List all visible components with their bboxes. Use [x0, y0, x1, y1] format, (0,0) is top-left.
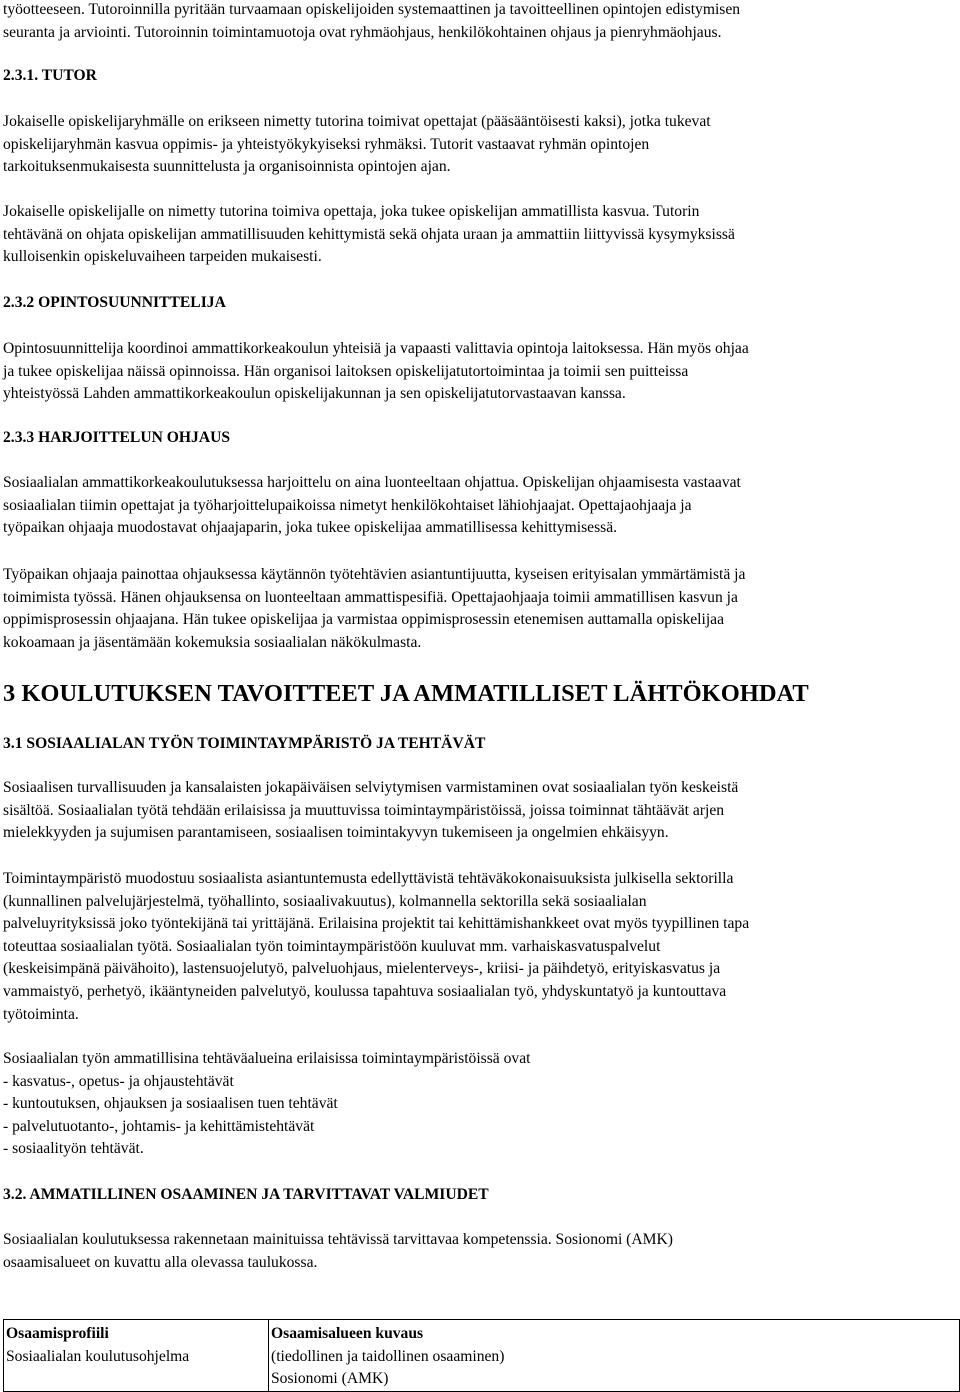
- text-line: Jokaiselle opiskelijaryhmälle on erikseen nimetty tutorina toimivat opettajat (pääsääntöisesti kaksi), jotka tukevat: [3, 113, 711, 130]
- table-header: Osaamisalueen kuvaus: [271, 1325, 424, 1342]
- tutor-paragraph-1: [3, 111, 953, 179]
- text-line: tehtävänä on ohjata opiskelijan ammatillisuuden kehittymistä sekä ohjata uraan ja ammattiin liittyvissä kysymyksissä: [3, 225, 735, 243]
- toimintaymparisto-paragraph-1: [3, 777, 953, 845]
- text-line: (keskeisimpänä päivähoito), lastensuojelutyö, palveluohjaus, mielenterveys-, kriisi- ja päihdetyö, erityiskasvatus ja: [3, 960, 721, 978]
- text-line: tarkoituksenmukaisesta suunnittelusta ja organisoinnista opintojen ajan.: [3, 158, 451, 176]
- section-heading-2-3-2: 2.3.2 OPINTOSUUNNITTELIJA: [3, 294, 226, 311]
- toimintaymparisto-paragraph-2: [3, 868, 953, 1026]
- text-line: työpaikan ohjaaja muodostavat ohjaajaparin, joka tukee opiskelijaa ammatillisessa kehittymisessä.: [3, 519, 618, 537]
- tehtavaalueet-paragraph: [3, 1048, 953, 1161]
- text-line: Opintosuunnittelija koordinoi ammattikorkeakoulun yhteisiä ja vapaasti valittavia opintoja laitoksessa. Hän myös ohjaa: [3, 340, 749, 357]
- text-line: ja tukee opiskelijaa näissä opinnoissa. Hän organisoi laitoksen opiskelijatutortoimintaa ja toimii sen puitteissa: [3, 362, 689, 380]
- text-line: seuranta ja arviointi. Tutoroinnin toimintamuotoja ovat ryhmäohjaus, henkilökohtainen ohjaus ja pienryhmäohjaus.: [3, 23, 722, 41]
- text-line: toteuttaa sosiaalialan työtä. Sosiaalialan työn toimintaympäristöön kuuluvat mm. varhaiskasvatuspalvelut: [3, 937, 661, 955]
- text-line: vammaistyö, perhetyö, ikääntyneiden palvelutyö, koulussa tapahtuva sosiaalialan työ, yhdyskuntatyö ja kuntouttava: [3, 982, 727, 1000]
- text-line: kulloisenkin opiskeluvaiheen tarpeiden mukaisesti.: [3, 248, 322, 266]
- text-line: Toimintaympäristö muodostuu sosiaalista asiantuntemusta edellyttävistä tehtäväkokonaisuuksista julkisella sektorilla: [3, 870, 734, 887]
- text-line: Sosiaalialan koulutuksessa rakennetaan mainituissa tehtävissä tarvittavaa kompetenssia. Sosionomi (AMK): [3, 1231, 673, 1248]
- text-line: sosiaalialan tiimin opettajat ja työharjoittelupaikoissa nimetyt henkilökohtaiset lähiohjaajat. Opettajaohjaaja ja: [3, 496, 692, 514]
- table-cell-text: (tiedollinen ja taidollinen osaaminen): [271, 1347, 505, 1365]
- section-heading-2-3-3: 2.3.3 HARJOITTELUN OHJAUS: [3, 429, 231, 446]
- text-line: opiskelijaryhmän kasvua oppimis- ja yhteistyökykyiseksi ryhmäksi. Tutorit vastaavat ryhmän opintojen: [3, 135, 650, 153]
- text-line: kokoamaan ja jäsentämään kokemuksia sosiaalialan näkökulmasta.: [3, 633, 422, 651]
- harjoittelu-paragraph-2: [3, 564, 953, 654]
- list-item: - sosiaalityön tehtävät.: [3, 1140, 144, 1158]
- text-line: osaamisalueet on kuvattu alla olevassa taulukossa.: [3, 1253, 318, 1271]
- text-line: Sosiaalisen turvallisuuden ja kansalaisten jokapäiväisen selviytymisen varmistaminen ovat sosiaalialan työn keskeistä: [3, 779, 739, 796]
- text-line: toimimista työssä. Hänen ohjauksensa on luonteeltaan ammattispesifiä. Opettajaohjaaja toimii ammatillisen kasvun ja: [3, 588, 738, 606]
- text-line: palveluyrityksissä joko työntekijänä tai yrittäjänä. Erilaisina projektit tai kehittämishankkeet ovat myös tyypillinen tapa: [3, 915, 750, 933]
- section-heading-2-3-1: 2.3.1. TUTOR: [3, 67, 97, 84]
- table-header: Osaamisprofiili: [6, 1325, 109, 1342]
- section-heading-3-2: 3.2. AMMATILLINEN OSAAMINEN JA TARVITTAVAT VALMIUDET: [3, 1186, 489, 1203]
- text-line: sisältöä. Sosiaalialan työtä tehdään erilaisissa ja muuttuvissa toimintaympäristöissä, joissa toiminnat tähtäävät arjen: [3, 801, 725, 819]
- text-line: työotteeseen. Tutoroinnilla pyritään turvaamaan opiskelijoiden systemaattinen ja tavoitteellinen opintojen edistymisen: [3, 1, 741, 18]
- section-heading-3-1: 3.1 SOSIAALIALAN TYÖN TOIMINTAYMPÄRISTÖ JA TEHTÄVÄT: [3, 735, 486, 752]
- list-item: - kasvatus-, opetus- ja ohjaustehtävät: [3, 1072, 234, 1090]
- osaaminen-paragraph: [3, 1229, 953, 1274]
- text-line: työtoiminta.: [3, 1005, 79, 1023]
- text-line: Jokaiselle opiskelijalle on nimetty tutorina toimiva opettaja, joka tukee opiskelijan ammatillista kasvua. Tutorin: [3, 203, 700, 220]
- competence-table: [3, 1319, 960, 1392]
- table-row: [4, 1320, 960, 1392]
- text-line: yhteistyössä Lahden ammattikorkeakoulun opiskelijakunnan ja sen opiskelijatutorvastaavan kanssa.: [3, 385, 626, 403]
- list-item: - kuntoutuksen, ohjauksen ja sosiaalisen tuen tehtävät: [3, 1095, 338, 1113]
- text-line: oppimisprosessin ohjaajana. Hän tukee opiskelijaa ja varmistaa oppimisprosessin etenemisen auttamalla opiskelijaa: [3, 611, 725, 629]
- table-cell-osaamisprofiili: [4, 1320, 269, 1392]
- intro-paragraph: [3, 0, 953, 44]
- table-cell-osaamisalueen-kuvaus: [269, 1320, 960, 1392]
- chapter-heading-3: 3 KOULUTUKSEN TAVOITTEET JA AMMATILLISET LÄHTÖKOHDAT: [3, 680, 809, 707]
- text-line: Sosiaalialan ammattikorkeakoulutuksessa harjoittelu on aina luonteeltaan ohjattua. Opiskelijan ohjaamisesta vastaavat: [3, 474, 741, 491]
- list-item: - palvelutuotanto-, johtamis- ja kehittämistehtävät: [3, 1117, 315, 1135]
- text-line: Työpaikan ohjaaja painottaa ohjauksessa käytännön työtehtävien asiantuntijuutta, kyseisen erityisalan ymmärtämistä ja: [3, 566, 746, 583]
- table-cell-text: Sosiaalialan koulutusohjelma: [6, 1347, 190, 1365]
- text-line: (kunnallinen palvelujärjestelmä, työhallinto, sosiaalivakuutus), kolmannella sektorilla sekä sosiaalialan: [3, 892, 647, 910]
- text-line: Sosiaalialan työn ammatillisina tehtäväalueina erilaisissa toimintaympäristöissä ovat: [3, 1050, 531, 1067]
- table-cell-text: Sosionomi (AMK): [271, 1370, 389, 1388]
- tutor-paragraph-2: [3, 201, 953, 269]
- harjoittelu-paragraph-1: [3, 472, 953, 540]
- opintosuunnittelija-paragraph: [3, 338, 953, 406]
- text-line: mielekkyyden ja sujumisen parantamiseen, sosiaalisen toimintakyvyn tukemiseen ja ongelmien ehkäisyyn.: [3, 824, 669, 842]
